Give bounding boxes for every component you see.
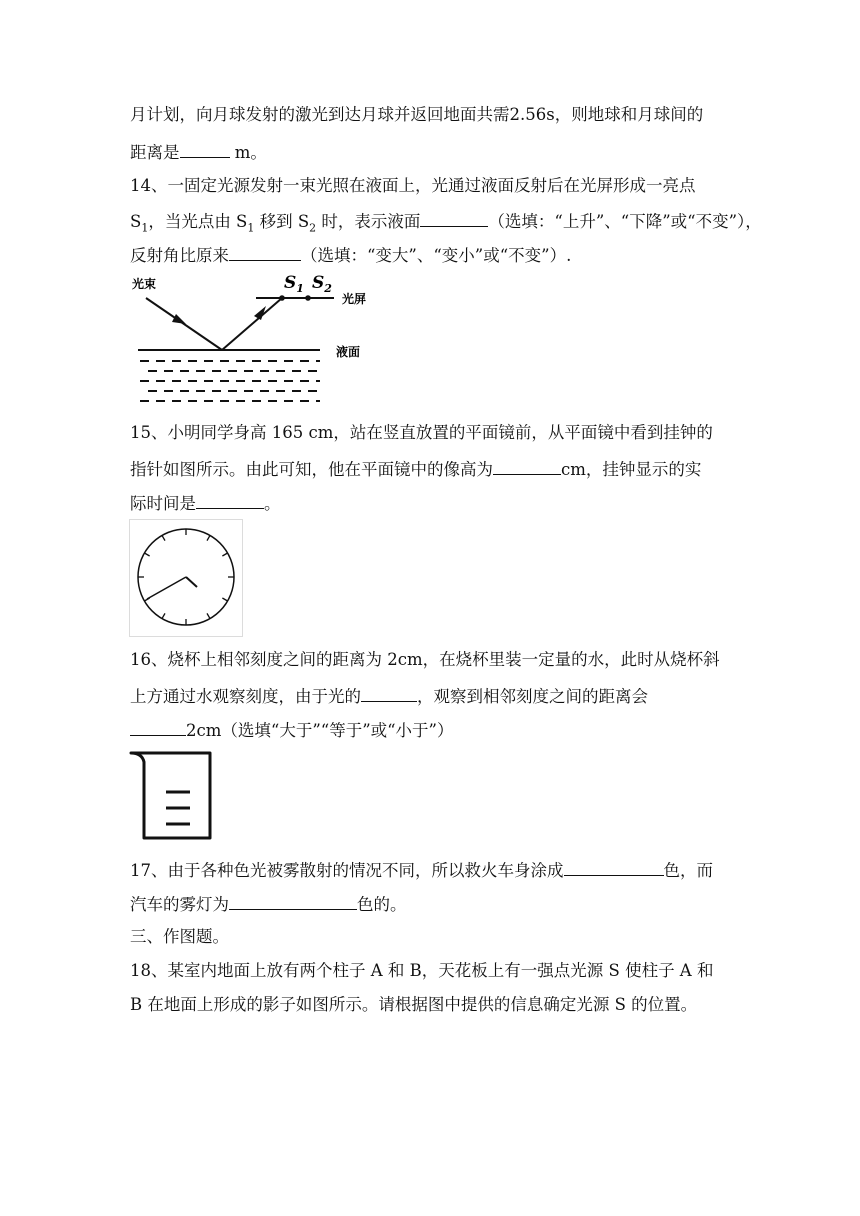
incident-ray (146, 298, 222, 350)
q13-line-2-pre: 距离是 (130, 143, 180, 162)
q14-text-b: ，当光点由 S (148, 212, 248, 231)
q15-line-3-post: 。 (264, 494, 281, 513)
q15-line-2 (130, 458, 701, 480)
q17-line-2-pre: 汽车的雾灯为 (130, 895, 229, 914)
q16-line-3 (130, 719, 454, 741)
reflected-ray (222, 298, 282, 350)
q15-line-2-post: cm，挂钟显示的实 (561, 460, 702, 479)
q15-answer-blank-1[interactable] (493, 458, 561, 475)
q17-answer-blank-2[interactable] (229, 893, 357, 910)
q14-text-c: 移到 S (254, 212, 310, 231)
q16-line-3-post: 2cm（选填“大于”“等于”或“小于”） (186, 721, 454, 740)
q15-line-1: 15、小明同学身高 165 cm，站在竖直放置的平面镜前，从平面镜中看到挂钟的 (130, 423, 713, 442)
s1-label: $S_1$ (284, 273, 304, 295)
point-s1 (279, 295, 285, 301)
q17-line-2-post: 色的。 (357, 895, 407, 914)
q16-line-2-post: ，观察到相邻刻度之间的距离会 (417, 687, 648, 706)
q16-line-2 (130, 685, 648, 707)
point-s2 (305, 295, 311, 301)
q18-line-2: B 在地面上形成的影子如图所示。请根据图中提供的信息确定光源 S 的位置。 (130, 995, 698, 1014)
q15-line-3 (130, 492, 281, 514)
q14-text-d: 时，表示液面 (316, 212, 421, 231)
beaker-figure (128, 750, 218, 842)
surface-label: 液面 (336, 345, 361, 359)
q17-line-1-post: 色，而 (663, 861, 713, 880)
beam-label: 光束 (132, 277, 157, 291)
q16-line-1: 16、烧杯上相邻刻度之间的距离为 2cm，在烧杯里装一定量的水，此时从烧杯斜 (130, 650, 720, 669)
q17-line-1-pre: 17、由于各种色光被雾散射的情况不同，所以救火车身涂成 (130, 861, 564, 880)
q13-line-1: 月计划，向月球发射的激光到达月球并返回地面共需2.56s，则地球和月球间的 (130, 105, 704, 124)
q17-line-2 (130, 893, 407, 915)
liquid-dashes (140, 361, 320, 401)
q14-s2-sub: 2 (309, 221, 317, 235)
q13-line-2 (130, 141, 267, 163)
q16-answer-blank-1[interactable] (361, 685, 417, 702)
q14-answer-blank-1[interactable] (420, 210, 488, 227)
s2-label: $S_2$ (312, 273, 332, 295)
q18-line-1: 18、某室内地面上放有两个柱子 A 和 B，天花板上有一强点光源 S 使柱子 A 和 (130, 961, 714, 980)
q13-answer-blank[interactable] (180, 141, 230, 158)
wall-clock-figure (129, 519, 243, 637)
q15-line-2-pre: 指针如图所示。由此可知，他在平面镜中的像高为 (130, 460, 493, 479)
q16-answer-blank-2[interactable] (130, 719, 186, 736)
screen-label: 光屏 (342, 292, 367, 306)
q14-s1-sub: 1 (141, 221, 149, 235)
q13-line-2-post: m。 (229, 143, 267, 162)
q16-line-2-pre: 上方通过水观察刻度，由于光的 (130, 687, 361, 706)
q14-line-1: 14、一固定光源发射一束光照在液面上，光通过液面反射后在光屏形成一亮点 (130, 176, 696, 195)
section-3-title: 三、作图题。 (130, 927, 229, 946)
q17-answer-blank-1[interactable] (564, 859, 664, 876)
q14-s1-letter: S (130, 212, 142, 231)
reflection-diagram (128, 268, 388, 408)
q14-s1-sub-2: 1 (247, 221, 255, 235)
q14-text-e: （选填：“上升”、“下降”或“不变”）， (488, 212, 762, 231)
q17-line-1 (130, 859, 713, 881)
q14-line-3-post: （选填：“变大”、“变小”或“不变”）. (301, 246, 572, 265)
q14-line-3-pre: 反射角比原来 (130, 246, 229, 265)
q14-answer-blank-2[interactable] (229, 244, 301, 261)
incident-arrow-icon (172, 314, 186, 324)
q15-line-3-pre: 际时间是 (130, 494, 196, 513)
q14-line-3 (130, 244, 571, 266)
q15-answer-blank-2[interactable] (196, 492, 264, 509)
q14-line-2 (130, 210, 762, 238)
